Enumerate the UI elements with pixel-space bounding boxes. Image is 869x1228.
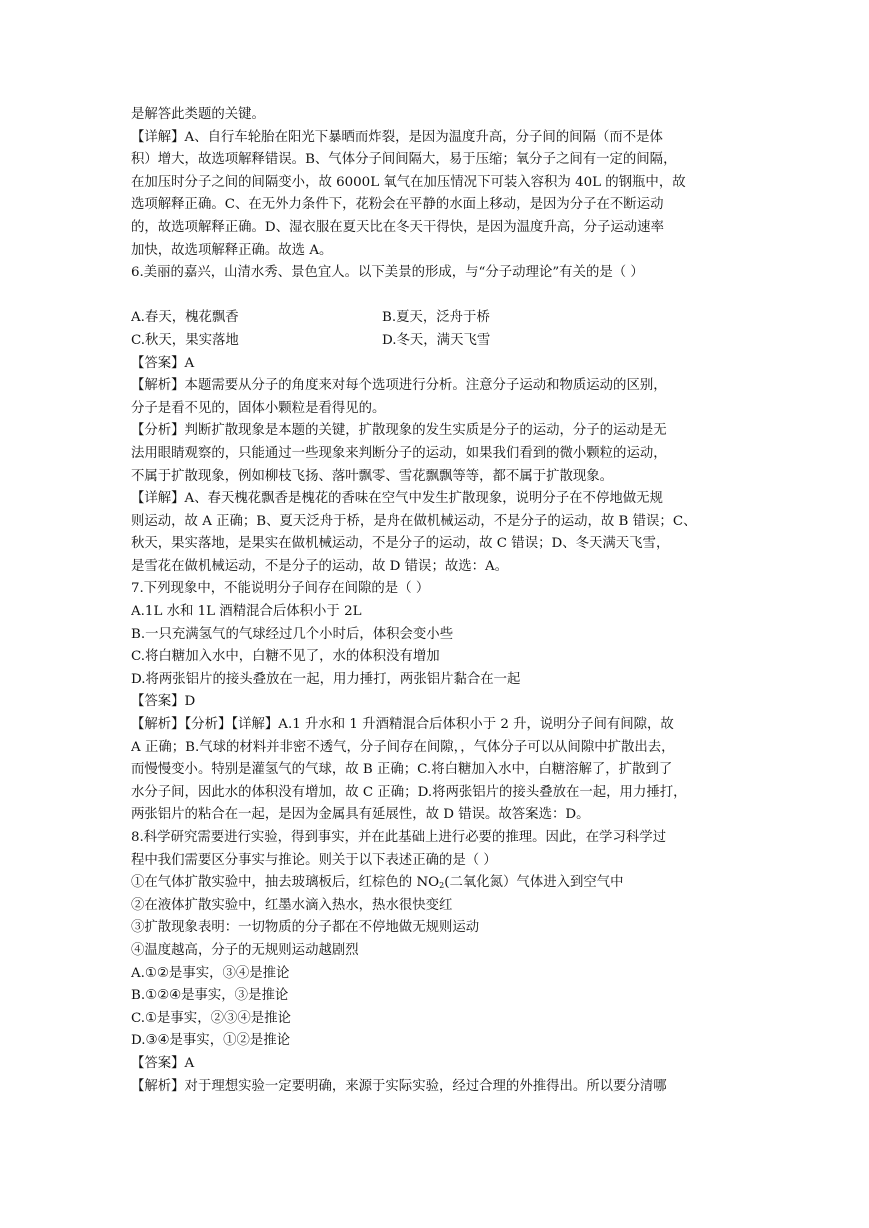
statement-1: [131, 872, 739, 895]
option-a: A.①②是事实，③④是推论: [131, 965, 290, 981]
text-line: 【解析】本题需要从分子的角度来对每个选项进行分析。注意分子运动和物质运动的区别，: [131, 378, 667, 394]
text-line: A 正确；B.气球的材料并非密不透气，分子间存在间隙，，气体分子可以从间隙中扩散出去，: [131, 739, 675, 755]
option-c: C.①是事实，②③④是推论: [131, 1010, 291, 1026]
question-7-stem: 7.下列现象中，不能说明分子间存在间隙的是（ ）: [131, 581, 430, 597]
document-body: [131, 104, 739, 1098]
statement-4: ④温度越高，分子的无规则运动越剧烈: [131, 942, 359, 958]
text-line: 法用眼睛观察的，只能通过一些现象来判断分子的运动，如果我们看到的微小颗粒的运动，: [131, 445, 667, 461]
option-c: C.将白糖加入水中，白糖不见了，水的体积没有增加: [131, 649, 440, 665]
text-line: 是解答此类题的关键。: [131, 107, 265, 122]
option-d: D.冬天，满天飞雪: [382, 332, 491, 348]
text-line: 不属于扩散现象，例如柳枝飞扬、落叶飘零、雪花飘飘等等，都不属于扩散现象。: [131, 468, 614, 484]
text-line: 水分子间，因此水的体积没有增加，故 C 正确；D.将两张铝片的接头叠放在一起，用力捶打，: [131, 784, 687, 800]
subscript-2: 2: [439, 881, 445, 891]
question-8-stem: 程中我们需要区分事实与推论。则关于以下表述正确的是（ ）: [131, 852, 497, 868]
text-line: 【解析】【分析】【详解】A.1 升水和 1 升酒精混合后体积小于 2 升，说明分子间有间隙，故: [131, 717, 674, 733]
statement-1-text: ①在气体扩散实验中，抽去玻璃板后，红棕色的 NO: [131, 875, 440, 891]
question-6-options-row: [131, 330, 739, 353]
answer-line: 【答案】A: [131, 1055, 195, 1071]
question-8-stem: 8.科学研究需要进行实验，得到事实，并在此基础上进行必要的推理。因此，在学习科学过: [131, 830, 667, 845]
option-d: D.③④是事实，①②是推论: [131, 1033, 291, 1049]
option-b: B.夏天，泛舟于桥: [382, 310, 490, 326]
text-line: 积）增大，故选项解释错误。B、气体分子间间隔大，易于压缩；氧分子之间有一定的间隔，: [131, 152, 677, 168]
text-line: 是雪花在做机械运动，不是分子的运动，故 D 错误；故选：A。: [131, 558, 509, 574]
text-line: 的，故选项解释正确。D、湿衣服在夏天比在冬天干得快，是因为温度升高，分子运动速率: [131, 219, 664, 235]
text-line: 【详解】A、自行车轮胎在阳光下暴晒而炸裂，是因为温度升高，分子间的间隔（而不是体: [131, 129, 663, 145]
option-a: A.春天，槐花飘香: [131, 310, 239, 326]
statement-3: ③扩散现象表明：一切物质的分子都在不停地做无规则运动: [131, 920, 480, 936]
blank-line: [131, 285, 739, 308]
option-b: B.①②④是事实，③是推论: [131, 988, 289, 1004]
option-d: D.将两张铝片的接头叠放在一起，用力捶打，两张铝片黏合在一起: [131, 671, 521, 687]
question-6-stem: 6.美丽的嘉兴，山清水秀、景色宜人。以下美景的形成，与“分子动理论”有关的是（ ）: [131, 265, 644, 281]
text-line: 加快，故选项解释正确。故选 A。: [131, 242, 333, 258]
text-line: 在加压时分子之间的间隔变小，故 6000L 氧气在加压情况下可装入容积为 40L 的钢瓶中，故: [131, 174, 686, 190]
answer-line: 【答案】A: [131, 355, 195, 371]
option-c: C.秋天，果实落地: [131, 332, 239, 348]
option-a: A.1L 水和 1L 酒精混合后体积小于 2L: [131, 604, 362, 620]
statement-1-text-end: (二氧化氮）气体进入到空气中: [444, 875, 624, 891]
answer-line: 【答案】D: [131, 694, 196, 710]
text-line: 则运动，故 A 正确；B、夏天泛舟于桥，是舟在做机械运动，不是分子的运动，故 B 错误；C、: [131, 513, 697, 529]
text-line: 而慢慢变小。特别是灌氢气的气球，故 B 正确；C.将白糖加入水中，白糖溶解了，扩散到了: [131, 762, 673, 778]
text-line: 分子是看不见的，固体小颗粒是看得见的。: [131, 400, 386, 416]
option-b: B.一只充满氢气的气球经过几个小时后，体积会变小些: [131, 626, 454, 642]
text-line: 两张铝片的粘合在一起，是因为金属具有延展性，故 D 错误。故答案选：D。: [131, 807, 590, 823]
text-line: 【分析】判断扩散现象是本题的关键，扩散现象的发生实质是分子的运动，分子的运动是无: [131, 423, 667, 439]
text-line: 选项解释正确。C、在无外力条件下，花粉会在平静的水面上移动，是因为分子在不断运动: [131, 197, 664, 213]
text-line: 【解析】对于理想实验一定要明确，来源于实际实验，经过合理的外推得出。所以要分清哪: [131, 1078, 667, 1094]
text-line: 秋天，果实落地，是果实在做机械运动，不是分子的运动，故 C 错误；D、冬天满天飞雪，: [131, 536, 670, 552]
text-line: 【详解】A、春天槐花飘香是槐花的香味在空气中发生扩散现象，说明分子在不停地做无规: [131, 491, 663, 507]
statement-2: ②在液体扩散实验中，红墨水滴入热水，热水很快变红: [131, 897, 453, 913]
question-6-options-row: [131, 307, 739, 330]
